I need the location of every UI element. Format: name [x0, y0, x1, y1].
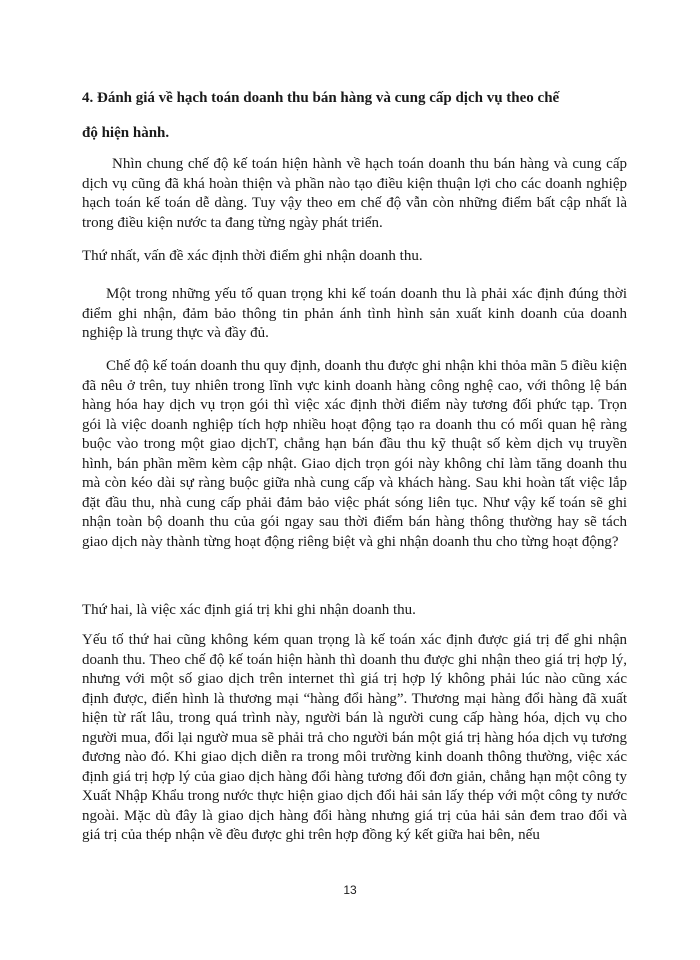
- intro-paragraph: Nhìn chung chế độ kế toán hiện hành về hạch toán doanh thu bán hàng và cung cấp dịch vụ cũng đã khá hoàn thiện và phần nào tạo điều kiện thuận lợi cho các doanh nghiệp hạch toán kế toán dễ dàng. Tuy vậy theo em chế độ vẫn còn những điểm bất cập nhất là trong điều kiện nước ta đang từng ngày phát triển.: [82, 156, 627, 231]
- second-issue-body: Yếu tố thứ hai cũng không kém quan trọng là kế toán xác định được giá trị để ghi nhận doanh thu. Theo chế độ kế toán hiện hành thì doanh thu được ghi nhận theo giá trị hợp lý, nhưng với một số giao dịch trên internet thì giá trị hợp lý không phải lúc nào cũng xác định được, điển hình là thương mại “hàng đổi hàng”. Thương mại hàng đổi hàng đã xuất hiện từ rất lâu, trong quá trình này, người bán là người cung cấp hàng hóa, dịch vụ cho người mua, đổi lại ngườ mua sẽ phải trả cho người bán một giá trị hàng hóa dịch vụ tương đương nào đó. Khi giao dịch diễn ra trong môi trường kinh doanh thông thường, việc xác định giá trị hợp lý của giao dịch hàng đổi hàng tương đối đơn giản, chẳng hạn một công ty Xuất Nhập Khẩu trong nước thực hiện giao dịch đổi hải sản lấy thép với một công ty nước ngoài. Mặc dù đây là giao dịch hàng đổi hàng nhưng giá trị của hải sản đem trao đổi và giá trị của thép nhận về đều được ghi trên hợp đồng ký kết giữa hai bên, nếu: [82, 632, 627, 843]
- section-heading-line-1: 4. Đánh giá về hạch toán doanh thu bán hàng và cung cấp dịch vụ theo chế: [82, 90, 560, 106]
- first-issue-detail: Chế độ kế toán doanh thu quy định, doanh thu được ghi nhận khi thỏa mãn 5 điều kiện đã nêu ở trên, tuy nhiên trong lĩnh vực kinh doanh hàng công nghệ cao, với thông lệ bán hàng hóa hay dịch vụ trọn gói thì việc xác định thời điểm này tương đối phức tạp. Trọn gói là việc doanh nghiệp tích hợp nhiều hoạt động tạo ra doanh thu có mối quan hệ ràng buộc vào trong một giao dịchT, chẳng hạn bán đầu thu kỹ thuật số kèm dịch vụ truyền hình, bán phần mềm kèm cập nhật. Giao dịch trọn gói này không chỉ làm tăng doanh thu mà còn kéo dài sự ràng buộc giữa nhà cung cấp và khách hàng. Sau khi hoàn tất việc lắp đặt đầu thu, nhà cung cấp phải đảm bảo việc phát sóng liên tục. Như vậy kế toán sẽ ghi nhận toàn bộ doanh thu của gói ngay sau thời điểm bán hàng thông thường hay sẽ tách giao dịch này thành từng hoạt động riêng biệt và ghi nhận doanh thu cho từng hoạt động?: [82, 358, 627, 550]
- section-heading-line-2: độ hiện hành.: [82, 125, 170, 141]
- first-issue-body: Một trong những yếu tố quan trọng khi kế toán doanh thu là phải xác định đúng thời điểm ghi nhận, đảm bảo thông tin phản ánh tình hình sản xuất kinh doanh của doanh nghiệp là trung thực và đầy đủ.: [82, 286, 627, 341]
- page-number: 13: [343, 883, 357, 897]
- first-issue-title: Thứ nhất, vấn đề xác định thời điểm ghi nhận doanh thu.: [82, 248, 423, 264]
- second-issue-title: Thứ hai, là việc xác định giá trị khi ghi nhận doanh thu.: [82, 602, 416, 618]
